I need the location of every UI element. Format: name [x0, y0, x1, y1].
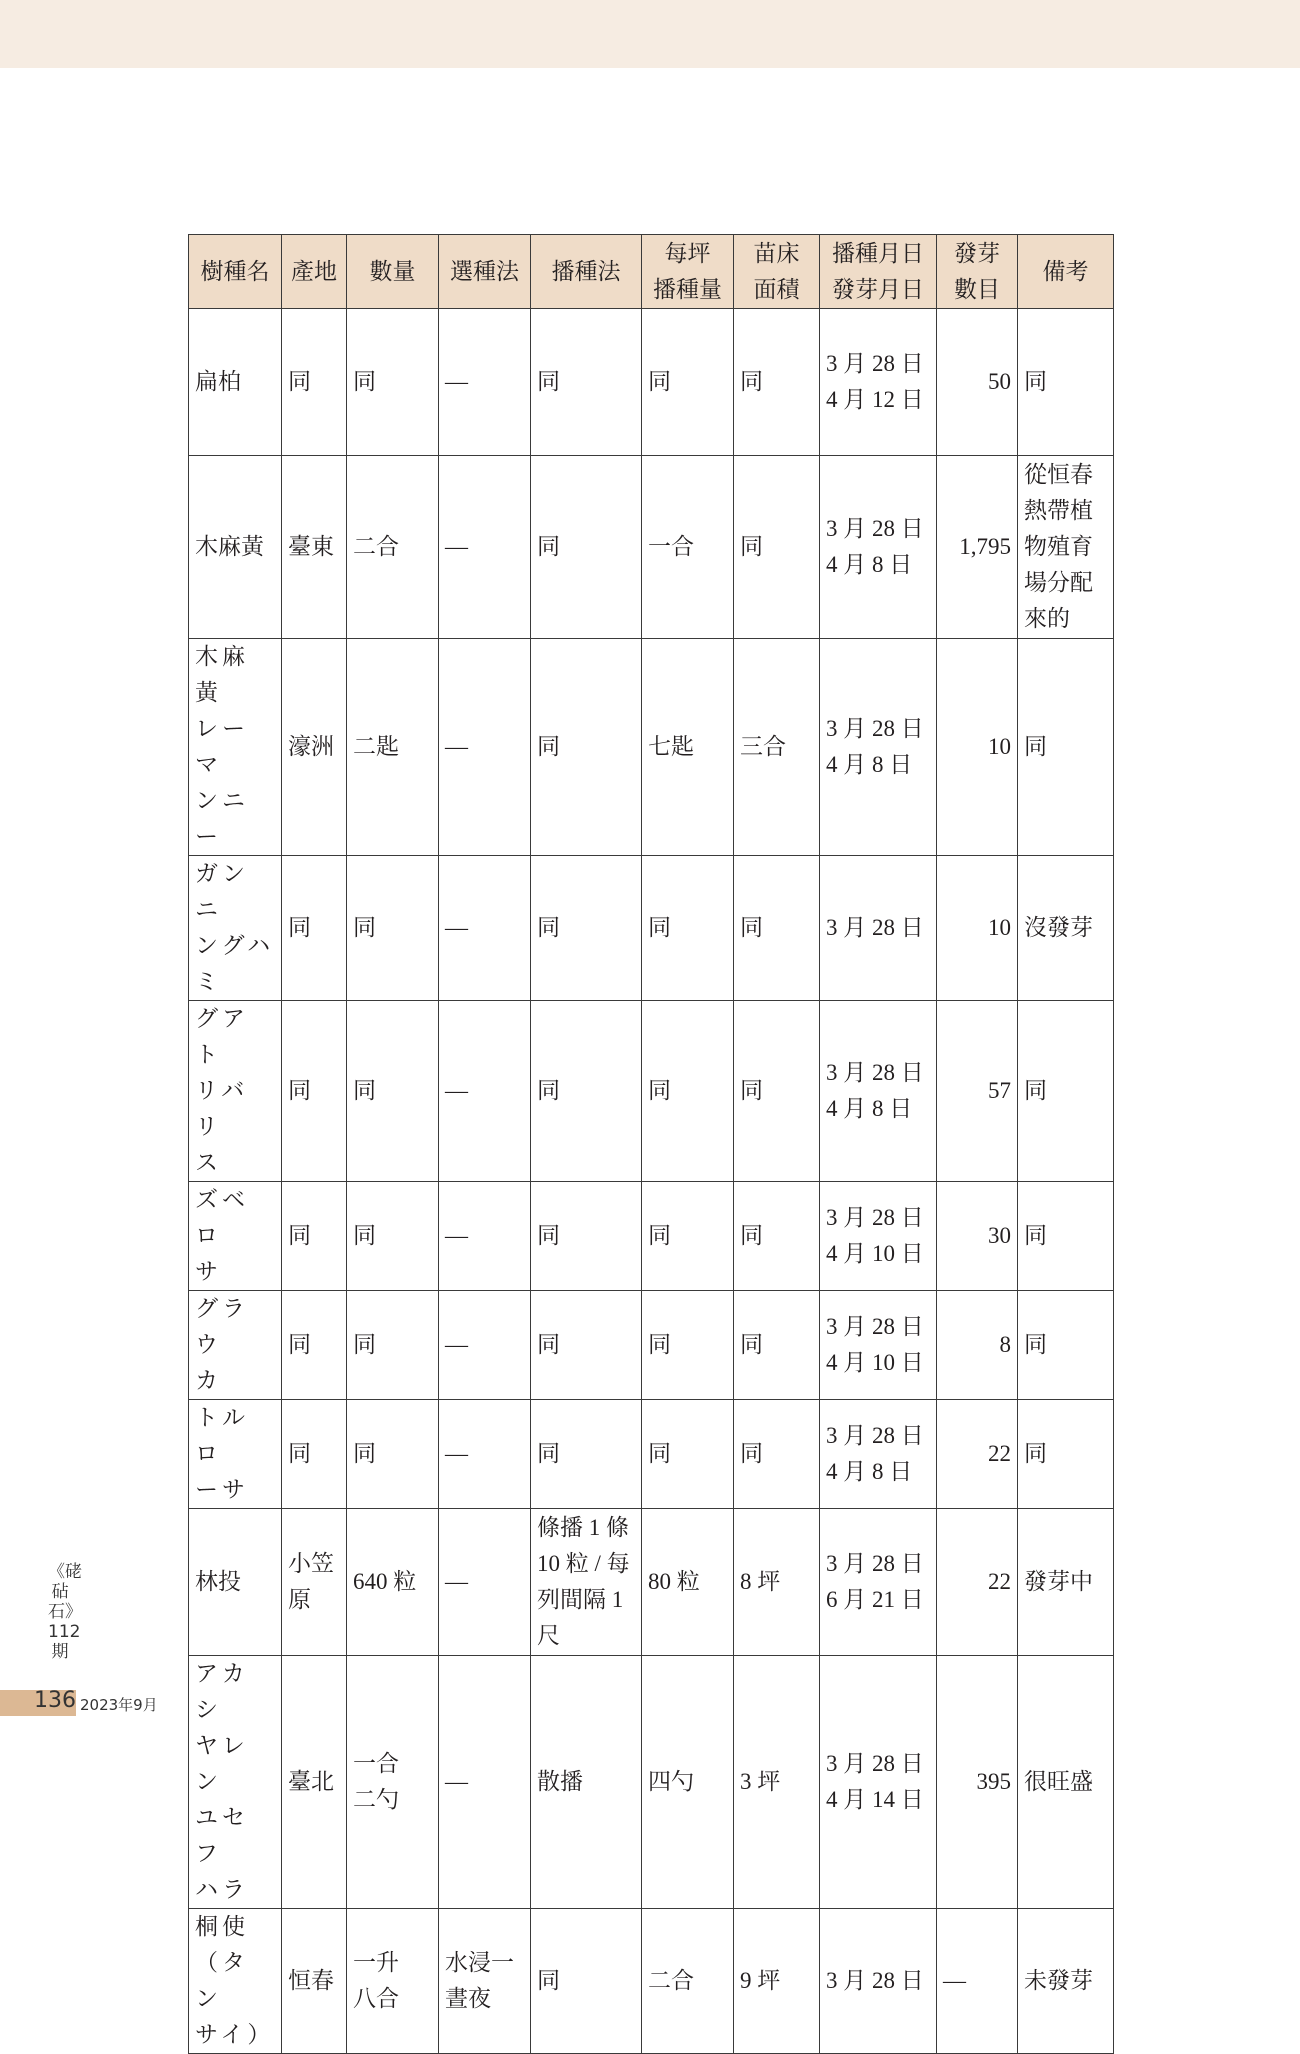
page-number: 136	[34, 1688, 76, 1713]
table-cell: 同	[531, 1909, 642, 2054]
table-row	[189, 309, 1114, 456]
table-cell: 同	[531, 309, 642, 456]
table-cell: 同	[531, 856, 642, 1001]
table-cell: 50	[937, 309, 1018, 456]
table-row	[189, 639, 1114, 856]
column-header: 苗床 面積	[734, 235, 820, 309]
table-cell: 同	[282, 1291, 347, 1400]
table-cell: 同	[734, 856, 820, 1001]
table-cell: 同	[1018, 1001, 1114, 1182]
table-cell: 二合	[347, 456, 439, 639]
table-cell: 同	[347, 856, 439, 1001]
table-cell: 同	[531, 456, 642, 639]
table-cell: 同	[642, 856, 734, 1001]
table-cell: —	[439, 456, 531, 639]
issue-date: 2023年9月	[80, 1696, 158, 1714]
column-header: 播種月日 發芽月日	[820, 235, 937, 309]
table-row	[189, 1182, 1114, 1291]
table-cell: 640 粒	[347, 1509, 439, 1656]
table-cell: 條播 1 條 10 粒 / 每 列間隔 1 尺	[531, 1509, 642, 1656]
column-header: 每坪 播種量	[642, 235, 734, 309]
table-cell: 同	[1018, 1400, 1114, 1509]
table-row	[189, 456, 1114, 639]
table-cell: —	[439, 1656, 531, 1909]
table-cell: 同	[734, 1400, 820, 1509]
table-cell: 四勺	[642, 1656, 734, 1909]
table-cell: 同	[531, 1182, 642, 1291]
table-row	[189, 1656, 1114, 1909]
table-cell: 沒發芽	[1018, 856, 1114, 1001]
table-cell: 同	[531, 1001, 642, 1182]
table-cell: 同	[734, 1182, 820, 1291]
table-cell: 同	[1018, 1291, 1114, 1400]
table-cell: 3 月 28 日 4 月 8 日	[820, 1001, 937, 1182]
table-cell: 同	[347, 1001, 439, 1182]
table-cell: 同	[734, 1001, 820, 1182]
column-header: 產地	[282, 235, 347, 309]
table-cell: 9 坪	[734, 1909, 820, 2054]
table-cell: —	[439, 1509, 531, 1656]
table-cell: 同	[531, 1400, 642, 1509]
table-cell: 濠洲	[282, 639, 347, 856]
table-cell: 3 月 28 日	[820, 1909, 937, 2054]
table-cell: 同	[1018, 639, 1114, 856]
publication-title: 《硓砧石》112期	[48, 1562, 82, 1662]
table-cell: 同	[642, 309, 734, 456]
table-cell: 8	[937, 1291, 1018, 1400]
table-cell: 同	[282, 309, 347, 456]
table-cell: 林投	[189, 1509, 282, 1656]
table-cell: 同	[642, 1001, 734, 1182]
table-cell: 3 月 28 日 4 月 8 日	[820, 639, 937, 856]
table-cell: 一升 八合	[347, 1909, 439, 2054]
column-header: 樹種名	[189, 235, 282, 309]
table-cell: 同	[734, 309, 820, 456]
table-cell: —	[439, 1291, 531, 1400]
table-cell: 同	[734, 1291, 820, 1400]
table-cell: 8 坪	[734, 1509, 820, 1656]
seed-sowing-table	[188, 234, 1114, 2054]
table-cell: 木麻黃 レーマ ンニー	[189, 639, 282, 856]
table-cell: 一合 二勺	[347, 1656, 439, 1909]
column-header: 備考	[1018, 235, 1114, 309]
table-cell: 3 月 28 日 4 月 8 日	[820, 456, 937, 639]
table-cell: トルロ ーサ	[189, 1400, 282, 1509]
table-cell: 10	[937, 639, 1018, 856]
table-cell: 小笠 原	[282, 1509, 347, 1656]
table-cell: 3 月 28 日 4 月 14 日	[820, 1656, 937, 1909]
table-cell: —	[439, 856, 531, 1001]
table-cell: ガンニ ングハ ミ	[189, 856, 282, 1001]
table-cell: 同	[642, 1400, 734, 1509]
table-cell: 3 月 28 日 6 月 21 日	[820, 1509, 937, 1656]
column-header: 數量	[347, 235, 439, 309]
table-cell: 桐使 （タン サイ）	[189, 1909, 282, 2054]
table-cell: グアト リバリ ス	[189, 1001, 282, 1182]
table-cell: 同	[347, 1291, 439, 1400]
table-cell: —	[439, 639, 531, 856]
table-cell: 臺東	[282, 456, 347, 639]
table-cell: 同	[1018, 1182, 1114, 1291]
table-cell: 未發芽	[1018, 1909, 1114, 2054]
table-row	[189, 856, 1114, 1001]
table-cell: 22	[937, 1400, 1018, 1509]
table-cell: アカシ ヤレン ユセフ ハラ	[189, 1656, 282, 1909]
table-cell: 3 月 28 日	[820, 856, 937, 1001]
table-cell: 同	[1018, 309, 1114, 456]
table-cell: 二合	[642, 1909, 734, 2054]
table-row	[189, 1001, 1114, 1182]
column-header: 發芽 數目	[937, 235, 1018, 309]
table-row	[189, 1400, 1114, 1509]
table-cell: 同	[282, 1001, 347, 1182]
table-cell: 很旺盛	[1018, 1656, 1114, 1909]
table-cell: 散播	[531, 1656, 642, 1909]
column-header: 播種法	[531, 235, 642, 309]
table-cell: ズベロ サ	[189, 1182, 282, 1291]
table-cell: 3 坪	[734, 1656, 820, 1909]
table-cell: —	[439, 309, 531, 456]
table-row	[189, 1509, 1114, 1656]
table-cell: 同	[531, 639, 642, 856]
table-cell: 恒春	[282, 1909, 347, 2054]
table-cell: 同	[282, 856, 347, 1001]
table-cell: 一合	[642, 456, 734, 639]
table-cell: 395	[937, 1656, 1018, 1909]
table-cell: 同	[531, 1291, 642, 1400]
table-cell: 同	[642, 1291, 734, 1400]
table-cell: 同	[642, 1182, 734, 1291]
table-header-row	[189, 235, 1114, 309]
table-cell: 二匙	[347, 639, 439, 856]
table-cell: 三合	[734, 639, 820, 856]
table-cell: 30	[937, 1182, 1018, 1291]
table-cell: 臺北	[282, 1656, 347, 1909]
table-cell: グラウ カ	[189, 1291, 282, 1400]
table-cell: 水浸一 晝夜	[439, 1909, 531, 2054]
table-cell: —	[439, 1182, 531, 1291]
table-cell: —	[937, 1909, 1018, 2054]
table-cell: 木麻黃	[189, 456, 282, 639]
table-cell: 10	[937, 856, 1018, 1001]
top-band	[0, 0, 1300, 68]
table-cell: 1,795	[937, 456, 1018, 639]
table-cell: 同	[734, 456, 820, 639]
table-cell: 80 粒	[642, 1509, 734, 1656]
table-row	[189, 1291, 1114, 1400]
table-cell: 同	[347, 309, 439, 456]
table-cell: —	[439, 1001, 531, 1182]
table-cell: 從恒春 熱帶植 物殖育 場分配 來的	[1018, 456, 1114, 639]
table-cell: 扁柏	[189, 309, 282, 456]
table-cell: 發芽中	[1018, 1509, 1114, 1656]
table-cell: 同	[347, 1182, 439, 1291]
table-cell: 57	[937, 1001, 1018, 1182]
table-cell: 3 月 28 日 4 月 8 日	[820, 1400, 937, 1509]
table-cell: 3 月 28 日 4 月 12 日	[820, 309, 937, 456]
table-cell: —	[439, 1400, 531, 1509]
table-row	[189, 1909, 1114, 2054]
table-cell: 3 月 28 日 4 月 10 日	[820, 1291, 937, 1400]
table-cell: 同	[282, 1400, 347, 1509]
table-cell: 3 月 28 日 4 月 10 日	[820, 1182, 937, 1291]
table-cell: 22	[937, 1509, 1018, 1656]
column-header: 選種法	[439, 235, 531, 309]
table-cell: 同	[347, 1400, 439, 1509]
table-cell: 七匙	[642, 639, 734, 856]
table-cell: 同	[282, 1182, 347, 1291]
